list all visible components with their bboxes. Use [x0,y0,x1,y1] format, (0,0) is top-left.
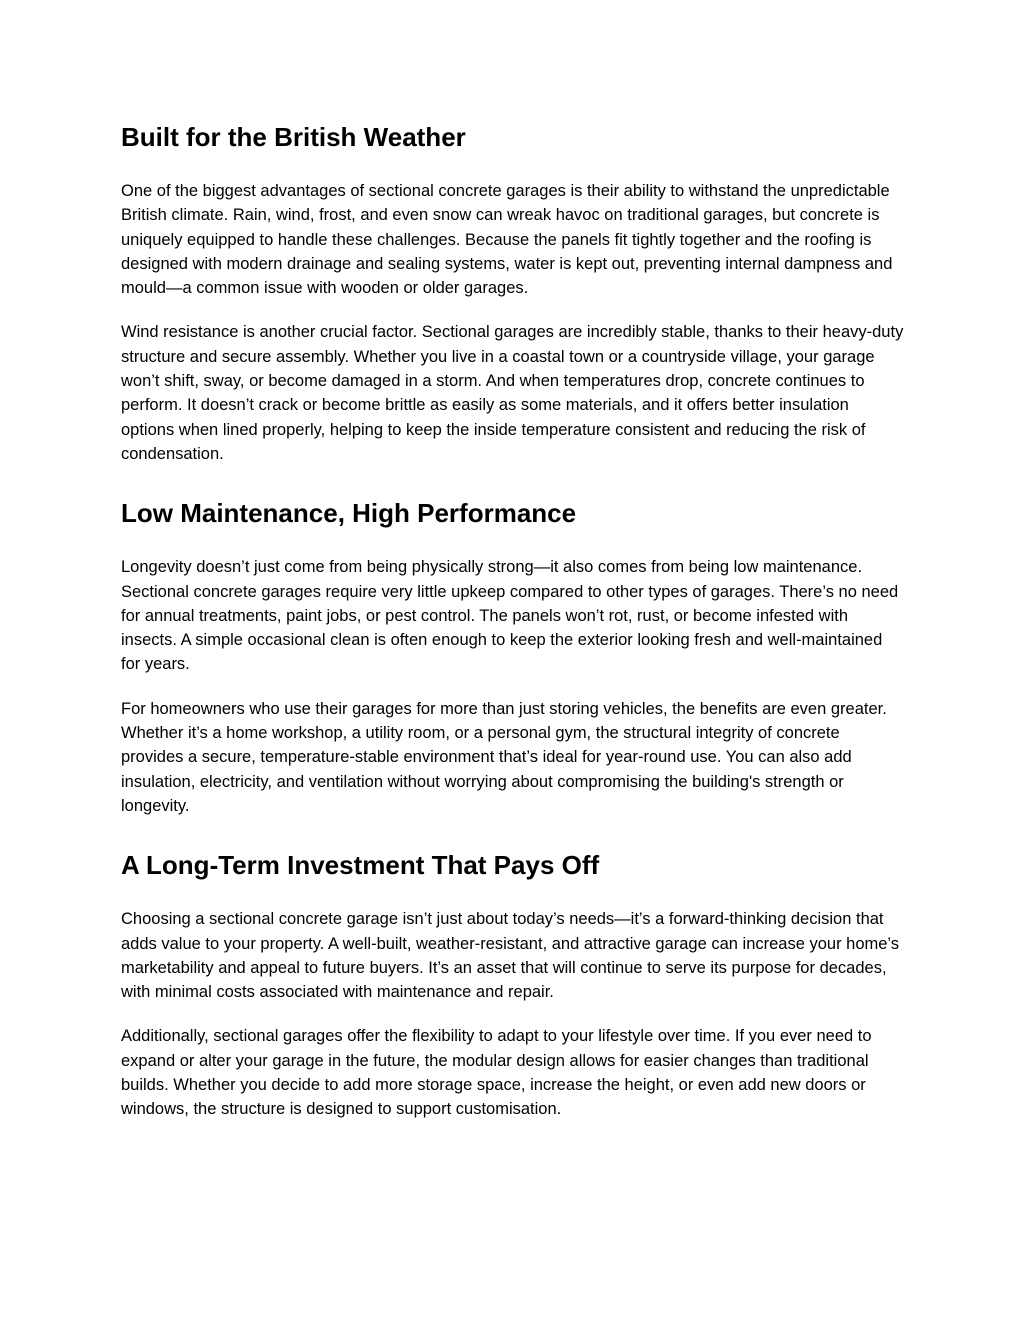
paragraph: Longevity doesn’t just come from being physically strong—it also comes from being low maintenance. Sectional concrete garages require very little upkeep compared to other types of garages. There’s no need for annual treatments, paint jobs, or pest control. The panels won’t rot, rust, or become infested with insects. A simple occasional clean is often enough to keep the exterior looking fresh and well-maintained for years. [121,558,899,674]
section-british-weather [121,119,906,466]
paragraph: For homeowners who use their garages for more than just storing vehicles, the benefits are even greater. Whether it’s a home workshop, a utility room, or a personal gym, the structural integrity of concrete provides a secure, temperature-stable environment that’s ideal for year-round use. You can also add insulation, electricity, and ventilation without worrying about compromising the building's strength or longevity. [121,699,887,815]
section-heading: Low Maintenance, High Performance [121,498,577,529]
section-heading: Built for the British Weather [121,122,466,152]
section-low-maintenance [121,495,906,818]
paragraph: Choosing a sectional concrete garage isn’t just about today’s needs—it’s a forward-thinking decision that adds value to your property. A well-built, weather-resistant, and attractive garage can increase your home’s marketability and appeal to future buyers. It’s an asset that will continue to serve its purpose for decades, with minimal costs associated with maintenance and repair. [121,910,900,1002]
section-long-term-investment [121,847,906,1121]
document-page [121,118,906,1122]
paragraph: Wind resistance is another crucial factor. Sectional garages are incredibly stable, thanks to their heavy-duty structure and secure assembly. Whether you live in a coastal town or a countryside village, your garage won’t shift, sway, or become damaged in a storm. And when temperatures drop, concrete continues to perform. It doesn’t crack or become brittle as easily as some materials, and it offers better insulation options when lined properly, helping to keep the inside temperature consistent and reducing the risk of condensation. [121,323,904,463]
paragraph: Additionally, sectional garages offer the flexibility to adapt to your lifestyle over time. If you ever need to expand or alter your garage in the future, the modular design allows for easier changes than traditional builds. Whether you decide to add more storage space, increase the height, or even add new doors or windows, the structure is designed to support customisation. [121,1027,872,1119]
paragraph: One of the biggest advantages of sectional concrete garages is their ability to withstand the unpredictable British climate. Rain, wind, frost, and even snow can wreak havoc on traditional garages, but concrete is uniquely equipped to handle these challenges. Because the panels fit tightly together and the roofing is designed with modern drainage and sealing systems, water is kept out, preventing internal dampness and mould—a common issue with wooden or older garages. [121,182,893,298]
section-heading: A Long-Term Investment That Pays Off [121,850,600,881]
